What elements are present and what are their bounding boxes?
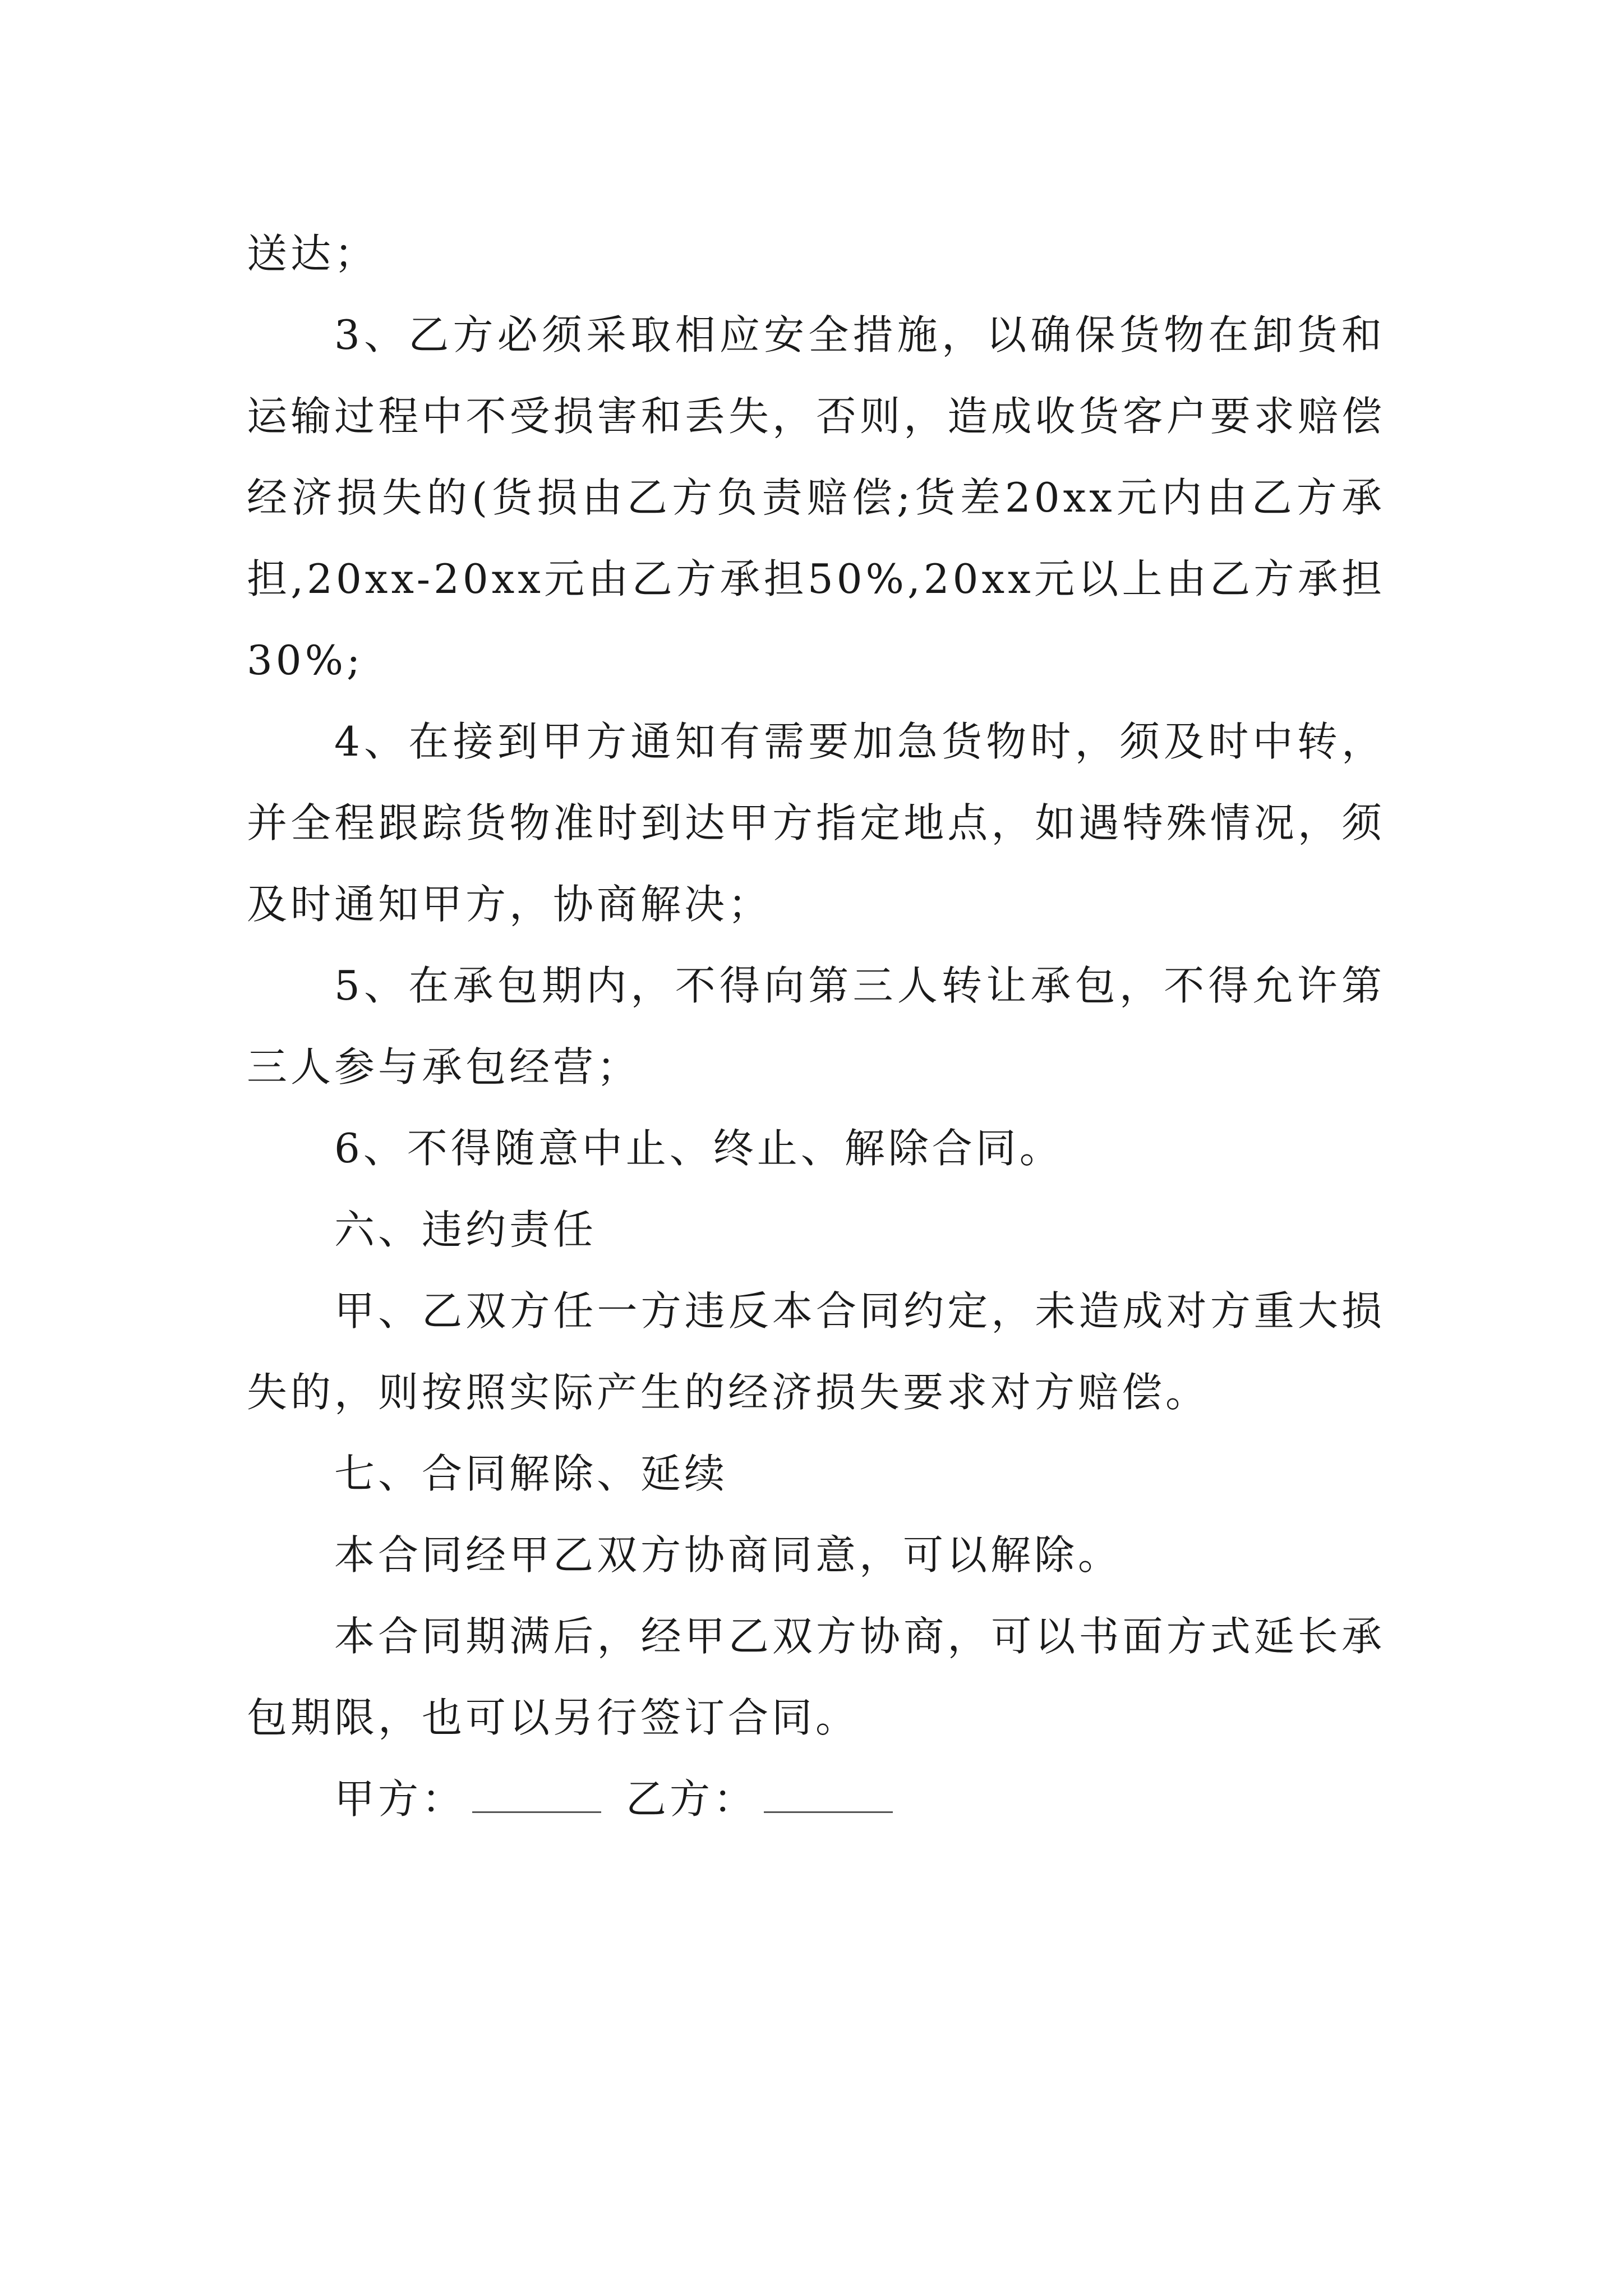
paragraph-termination: 本合同经甲乙双方协商同意，可以解除。: [334, 1531, 1122, 1579]
paragraph-clause-5: 5、在承包期内，不得向第三人转让承包，不得允许第三人参与承包经营；: [247, 962, 1385, 1091]
paragraph-clause-6: 6、不得随意中止、终止、解除合同。: [334, 1125, 1063, 1172]
party-b-signature-blank: [764, 1778, 893, 1813]
paragraph-delivery-end: 送达；: [247, 230, 379, 277]
paragraph-clause-3: 3、乙方必须采取相应安全措施，以确保货物在卸货和运输过程中不受损害和丢失，否则，造成收货客户要求赔偿经济损失的(货损由乙方负责赔偿;货差20xx元内由乙方承担,20xx-20xx元由乙方承担50%,20xx元以上由乙方承担30%;: [247, 311, 1385, 684]
party-b-label: 乙方：: [626, 1775, 758, 1823]
paragraph-clause-4: 4、在接到甲方通知有需要加急货物时，须及时中转，并全程跟踪货物准时到达甲方指定地点，如遇特殊情况，须及时通知甲方，协商解决；: [247, 718, 1385, 928]
paragraph-extension: 本合同期满后，经甲乙双方协商，可以书面方式延长承包期限，也可以另行签订合同。: [247, 1613, 1385, 1741]
paragraph-breach-liability: 甲、乙双方任一方违反本合同约定，未造成对方重大损失的，则按照实际产生的经济损失要求对方赔偿。: [247, 1287, 1385, 1416]
party-a-label: 甲方：: [334, 1775, 466, 1823]
party-a-signature-blank: [472, 1778, 601, 1813]
document-body: [247, 213, 1385, 1840]
signature-line: [247, 1759, 1385, 1840]
section-heading-termination: 七、合同解除、延续: [334, 1450, 728, 1497]
section-heading-breach: 六、违约责任: [334, 1206, 597, 1253]
